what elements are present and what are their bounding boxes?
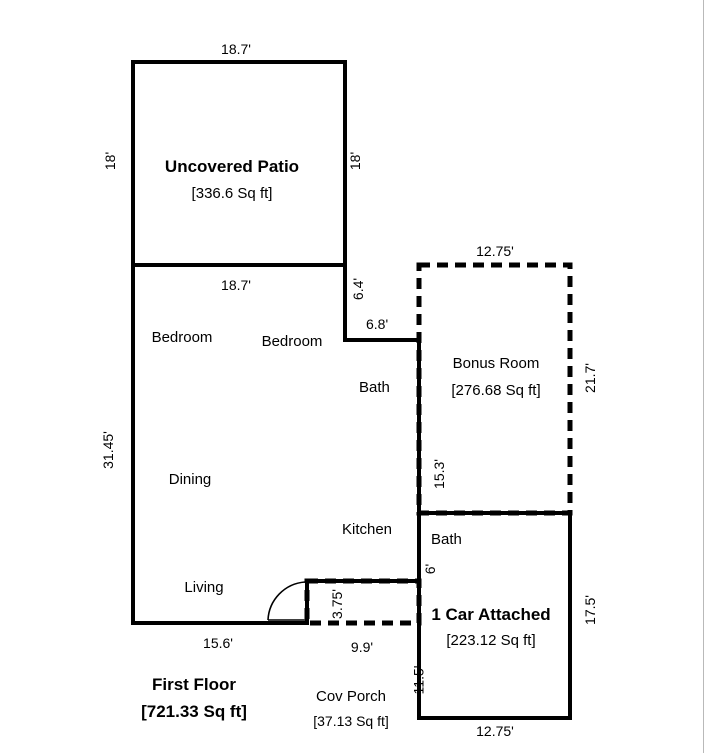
room-label-uncovered-patio: Uncovered Patio (164, 157, 300, 176)
room-label-garage: 1 Car Attached (431, 605, 551, 624)
dim-porch-bottom: 9.9' (350, 639, 374, 655)
room-label-living: Living (184, 579, 224, 596)
dim-bedroom-top: 18.7' (221, 277, 251, 293)
room-area-uncovered-patio: [336.6 Sq ft] (191, 185, 273, 202)
dim-bonus-right: 21.7' (581, 363, 598, 393)
dim-patio-top: 18.7' (221, 41, 251, 57)
cov-porch-outline (307, 581, 419, 623)
door-swing-icon (268, 582, 307, 620)
dim-bath-top: 6.8' (366, 316, 389, 332)
plan-title: First Floor (151, 675, 237, 694)
dim-bonus-left: 15.3' (430, 459, 447, 489)
room-label-dining: Dining (168, 471, 212, 488)
room-area-bonus-room: [276.68 Sq ft] (451, 382, 541, 399)
room-label-bath-1: Bath (359, 379, 390, 396)
dim-garage-bottom: 12.75' (476, 723, 514, 739)
room-label-bedroom-2: Bedroom (261, 333, 323, 350)
dim-porch-top: 3.75' (328, 589, 345, 619)
room-area-garage: [223.12 Sq ft] (446, 632, 536, 649)
room-label-bonus-room: Bonus Room (452, 355, 540, 372)
dim-living-bottom: 15.6' (203, 635, 233, 651)
dim-bath2-left: 6' (422, 563, 439, 575)
plan-title-area: [721.33 Sq ft] (141, 702, 247, 721)
room-label-cov-porch: Cov Porch (315, 688, 387, 705)
dim-patio-right: 18' (347, 151, 364, 171)
room-label-kitchen: Kitchen (341, 521, 393, 538)
dim-bedroom-right: 6.4' (350, 277, 367, 301)
dim-porch-right: 11.5' (410, 665, 427, 695)
dim-patio-left: 18' (102, 151, 119, 171)
dim-main-left: 31.45' (99, 431, 116, 469)
dim-garage-right: 17.5' (581, 595, 598, 625)
room-area-cov-porch: [37.13 Sq ft] (313, 713, 389, 729)
dim-bonus-top: 12.75' (476, 243, 514, 259)
room-label-bedroom-1: Bedroom (151, 329, 213, 346)
room-label-bath-2: Bath (431, 531, 462, 548)
